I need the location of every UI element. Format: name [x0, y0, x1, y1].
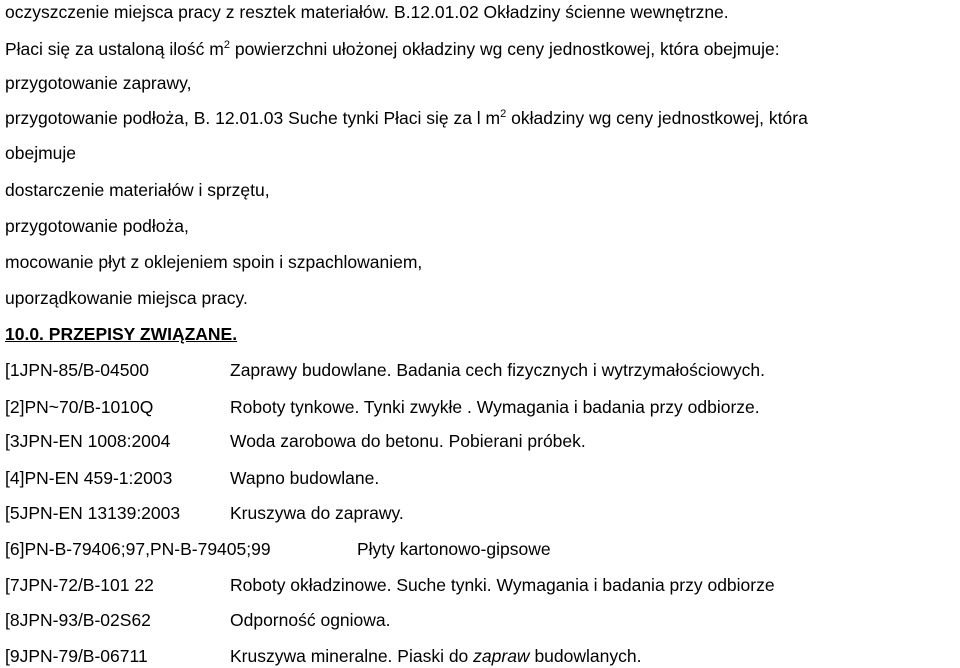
- paragraph-line: mocowanie płyt z oklejeniem spoin i szpachlowaniem,: [5, 252, 423, 272]
- reference-title: Płyty kartonowo-gipsowe: [357, 539, 551, 559]
- paragraph-line: [5, 39, 780, 60]
- text-run: okładziny wg ceny jednostkowej, która: [506, 108, 808, 128]
- reference-title: Odporność ogniowa.: [230, 610, 391, 630]
- reference-code: [2]PN~70/B-1010Q: [5, 397, 154, 417]
- reference-title: Zaprawy budowlane. Badania cech fizycznych i wytrzymałościowych.: [230, 360, 765, 380]
- reference-code: [4]PN-EN 459-1:2003: [5, 468, 173, 488]
- reference-title: Wapno budowlane.: [230, 468, 380, 488]
- reference-title: Kruszywa do zaprawy.: [230, 503, 404, 523]
- reference-code: [6]PN-B-79406;97,PN-B-79405;99: [5, 539, 271, 559]
- paragraph-line: oczyszczenie miejsca pracy z resztek materiałów. B.12.01.02 Okładziny ścienne wewnętrzne.: [5, 2, 729, 22]
- reference-code: [8JPN-93/B-02S62: [5, 610, 151, 630]
- paragraph-line: [5, 108, 808, 129]
- reference-title: Roboty okładzinowe. Suche tynki. Wymagania i badania przy odbiorze: [230, 575, 775, 595]
- reference-code: [1JPN-85/B-04500: [5, 360, 149, 380]
- reference-code: [5JPN-EN 13139:2003: [5, 503, 181, 523]
- reference-title: Woda zarobowa do betonu. Pobierani próbek.: [230, 431, 586, 451]
- emphasized-text: zapraw: [473, 646, 530, 666]
- text-run: Kruszywa mineralne. Piaski do: [230, 646, 474, 666]
- reference-code: [7JPN-72/B-101 22: [5, 575, 154, 595]
- reference-code: [9JPN-79/B-06711: [5, 646, 148, 666]
- paragraph-line: przygotowanie zaprawy,: [5, 73, 192, 93]
- text-run: budowlanych.: [529, 646, 642, 666]
- reference-title: [230, 646, 641, 667]
- paragraph-line: przygotowanie podłoża,: [5, 216, 189, 236]
- text-run: Płaci się za ustaloną ilość m: [5, 39, 224, 59]
- paragraph-line: obejmuje: [5, 143, 77, 163]
- paragraph-line: dostarczenie materiałów i sprzętu,: [5, 180, 270, 200]
- superscript: 2: [500, 108, 507, 120]
- text-run: przygotowanie podłoża, B. 12.01.03 Suche tynki Płaci się za l m: [5, 108, 501, 128]
- paragraph-line: uporządkowanie miejsca pracy.: [5, 288, 248, 308]
- superscript: 2: [223, 39, 230, 51]
- section-heading: 10.0. PRZEPISY ZWIĄZANE.: [5, 324, 238, 344]
- reference-code: [3JPN-EN 1008:2004: [5, 431, 171, 451]
- text-run: powierzchni ułożonej okładziny wg ceny jednostkowej, która obejmuje:: [229, 39, 780, 59]
- reference-title: Roboty tynkowe. Tynki zwykłe . Wymagania i badania przy odbiorze.: [230, 397, 760, 417]
